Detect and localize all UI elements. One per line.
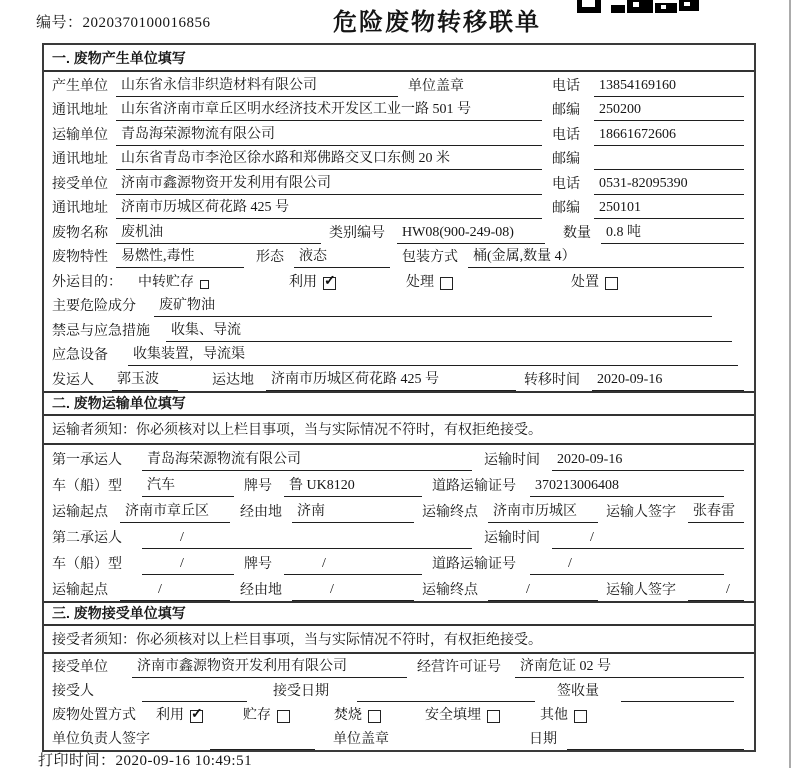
accept-person-label: 接受人 <box>52 683 94 699</box>
responsible-sign-label: 单位负责人签字 <box>52 731 150 747</box>
section2-notice: 运输者须知：你必须核对以上栏目事项，当与实际情况不符时，有权拒绝接受。 <box>44 416 754 445</box>
purpose-option-treat <box>406 272 453 293</box>
endpoint2-label: 运输终点 <box>422 582 478 598</box>
disposal-opt1-label: 利用 <box>156 707 184 723</box>
waste-name-value: 废机油 <box>116 222 321 244</box>
section2-rows <box>44 445 754 601</box>
print-time: 打印时间：2020-09-16 10:49:51 <box>38 753 253 768</box>
disposal-option-other <box>540 705 587 726</box>
checkbox-dispose-icon <box>605 277 618 290</box>
receipt-qty-label: 签收量 <box>557 683 599 699</box>
disposal-label: 废物处置方式 <box>52 707 136 723</box>
row-first-carrier <box>44 445 754 471</box>
row-producer-address <box>44 97 754 122</box>
receiver-zip-value: 250101 <box>594 197 744 219</box>
row-waste-name <box>44 219 754 244</box>
waste-qty-label: 数量 <box>563 225 591 241</box>
carrier-addr-group <box>52 148 552 170</box>
vehicle-type2-label: 车（船）型 <box>52 556 122 572</box>
receiver-zip-label: 邮编 <box>552 201 580 216</box>
row-waste-properties <box>44 244 754 269</box>
manifest-form-table <box>42 43 756 752</box>
first-carrier-label: 第一承运人 <box>52 452 122 468</box>
pack-method-label: 包装方式 <box>402 250 458 265</box>
row-route1 <box>44 497 754 523</box>
section1-rows <box>44 72 754 391</box>
road-permit2-value: / <box>530 553 724 575</box>
carrier-zip-label: 邮编 <box>552 152 580 167</box>
checkbox-disposal-utilize-icon <box>190 710 203 723</box>
endpoint1-label: 运输终点 <box>422 504 478 520</box>
disposal-option-storage <box>243 705 290 726</box>
vehicle-type1-value: 汽车 <box>142 475 234 497</box>
receiver-value: 济南市鑫源物资开发利用有限公司 <box>116 173 542 195</box>
unit-seal2-label: 单位盖章 <box>333 731 389 747</box>
row-transfer-purpose <box>44 268 754 293</box>
row-emergency-equipment <box>44 342 754 367</box>
row-receiver-unit <box>44 170 754 195</box>
hazard-label: 主要危险成分 <box>52 299 136 314</box>
cropped-stamp-graphic <box>577 0 707 13</box>
via2-value: / <box>292 579 414 601</box>
carrier-addr-value: 山东省青岛市李沧区徐水路和郑佛路交叉口东侧 20 米 <box>116 148 542 170</box>
via1-label: 经由地 <box>240 504 282 520</box>
transport-time2-value: / <box>552 527 744 549</box>
sign-date-label: 日期 <box>529 731 557 747</box>
endpoint1-value: 济南市历城区 <box>488 501 598 523</box>
plate2-value: / <box>284 553 422 575</box>
endpoint2-value: / <box>488 579 598 601</box>
carrier-value: 青岛海荣源物流有限公司 <box>116 124 542 146</box>
purpose-option-dispose <box>571 272 618 293</box>
purpose-opt4-label: 处置 <box>571 274 599 290</box>
transfer-time-value: 2020-09-16 <box>592 369 744 391</box>
receiver-addr-value: 济南市历城区荷花路 425 号 <box>116 197 542 219</box>
disposal-option-utilize <box>156 705 203 726</box>
purpose-option-utilize <box>289 272 336 293</box>
document-serial-number: 编号：2020370100016856 <box>36 15 211 31</box>
destination-value: 济南市历城区荷花路 425 号 <box>266 369 516 391</box>
origin1-label: 运输起点 <box>52 504 108 520</box>
plate1-value: 鲁 UK8120 <box>284 475 422 497</box>
row-disposal-method <box>44 702 754 726</box>
transfer-time-label: 转移时间 <box>524 372 580 388</box>
checkbox-disposal-other-icon <box>574 710 587 723</box>
receiver-group <box>52 173 552 195</box>
receipt-qty-value <box>621 701 734 702</box>
accept-unit-label: 接受单位 <box>52 659 108 675</box>
disposal-opt3-label: 焚烧 <box>334 707 362 723</box>
waste-code-value: HW08(900-249-08) <box>397 222 545 244</box>
producer-addr-group <box>52 99 552 121</box>
row-receiver-address <box>44 195 754 220</box>
section2-title: 二. 废物运输单位填写 <box>44 391 754 416</box>
section1-title: 一. 废物产生单位填写 <box>44 45 754 72</box>
disposal-option-landfill <box>425 705 500 726</box>
row-responsible-sign <box>44 726 754 750</box>
row-second-carrier <box>44 523 754 549</box>
sign-date-value <box>567 749 744 750</box>
receiver-tel-label: 电话 <box>552 176 580 192</box>
dispatcher-value: 郭玉波 <box>112 369 178 391</box>
purpose-label: 外运目的： <box>52 274 122 290</box>
transport-time2-label: 运输时间 <box>484 530 540 546</box>
checkbox-utilize-icon <box>323 277 336 290</box>
checkbox-treat-icon <box>440 277 453 290</box>
producer-left-group <box>52 75 552 97</box>
waste-props-value: 易燃性,毒性 <box>116 246 244 268</box>
receiver-addr-group <box>52 197 552 219</box>
producer-addr-value: 山东省济南市章丘区明水经济技术开发区工业一路 501 号 <box>116 99 542 121</box>
second-carrier-label: 第二承运人 <box>52 530 122 546</box>
taboo-value: 收集、导流 <box>166 320 732 342</box>
carrier-zip-value <box>594 169 744 170</box>
disposal-opt4-label: 安全填埋 <box>425 707 481 723</box>
equipment-label: 应急设备 <box>52 348 108 363</box>
page-edge-line <box>789 0 791 768</box>
section3-notice: 接受者须知：你必须核对以上栏目事项，当与实际情况不符时，有权拒绝接受。 <box>44 626 754 654</box>
road-permit1-label: 道路运输证号 <box>432 478 516 494</box>
row-carrier-address <box>44 146 754 171</box>
carrier-label: 运输单位 <box>52 127 108 143</box>
via2-label: 经由地 <box>240 582 282 598</box>
checkbox-disposal-incinerate-icon <box>368 710 381 723</box>
accept-unit-value: 济南市鑫源物资开发利用有限公司 <box>132 656 407 678</box>
origin1-value: 济南市章丘区 <box>120 501 230 523</box>
carrier-addr-label: 通讯地址 <box>52 152 108 167</box>
origin2-value: / <box>120 579 230 601</box>
accept-date-label: 接受日期 <box>273 683 329 699</box>
row-producer-unit <box>44 72 754 97</box>
section3-rows <box>44 654 754 750</box>
disposal-option-incinerate <box>334 705 381 726</box>
carrier-tel-value: 18661672606 <box>594 124 744 146</box>
producer-tel-label: 电话 <box>552 78 580 94</box>
transport-time1-label: 运输时间 <box>484 452 540 468</box>
checkbox-disposal-storage-icon <box>277 710 290 723</box>
carrier-tel-label: 电话 <box>552 127 580 143</box>
section3-title: 三. 废物接受单位填写 <box>44 601 754 626</box>
purpose-opt2-label: 利用 <box>289 274 317 290</box>
vehicle-type1-label: 车（船）型 <box>52 478 122 494</box>
disposal-opt5-label: 其他 <box>540 707 568 723</box>
road-permit1-value: 370213006408 <box>530 475 724 497</box>
row-main-hazard <box>44 293 754 318</box>
destination-label: 运达地 <box>212 372 254 388</box>
receiver-addr-label: 通讯地址 <box>52 201 108 216</box>
carrier-sign2-label: 运输人签字 <box>606 582 676 598</box>
dispatcher-label: 发运人 <box>52 372 94 388</box>
road-permit2-label: 道路运输证号 <box>432 556 516 572</box>
waste-form-label: 形态 <box>256 250 284 265</box>
stamp-fragment-icon <box>577 0 707 13</box>
purpose-option-transfer-storage <box>138 272 209 293</box>
waste-form-value: 液态 <box>294 246 390 268</box>
producer-label: 产生单位 <box>52 78 108 94</box>
carrier-sign1-value: 张春雷 <box>688 501 744 523</box>
row-vehicle2 <box>44 549 754 575</box>
producer-zip-value: 250200 <box>594 99 744 121</box>
license-value: 济南危证 02 号 <box>515 656 744 678</box>
vehicle-type2-value: / <box>142 553 234 575</box>
row-carrier-unit <box>44 121 754 146</box>
disposal-opt2-label: 贮存 <box>243 707 271 723</box>
producer-tel-value: 13854169160 <box>594 75 744 97</box>
row-vehicle1 <box>44 471 754 497</box>
row-accept-unit <box>44 654 754 678</box>
first-carrier-value: 青岛海荣源物流有限公司 <box>142 449 472 471</box>
transport-time1-value: 2020-09-16 <box>552 449 744 471</box>
checkbox-transfer-storage-icon <box>200 280 209 289</box>
row-dispatch <box>44 366 754 391</box>
plate2-label: 牌号 <box>244 556 272 572</box>
carrier-group <box>52 124 552 146</box>
accept-date-value <box>357 701 535 702</box>
checkbox-disposal-landfill-icon <box>487 710 500 723</box>
carrier-sign2-value: / <box>688 579 744 601</box>
plate1-label: 牌号 <box>244 478 272 494</box>
waste-qty-value: 0.8 吨 <box>601 222 744 244</box>
row-accept-person <box>44 678 754 702</box>
receiver-tel-value: 0531-82095390 <box>594 173 744 195</box>
waste-code-label: 类别编号 <box>329 225 385 241</box>
accept-person-value <box>142 701 247 702</box>
origin2-label: 运输起点 <box>52 582 108 598</box>
producer-value: 山东省永信非织造材料有限公司 <box>116 75 398 97</box>
waste-props-label: 废物特性 <box>52 250 108 265</box>
equipment-value: 收集装置，导流渠 <box>128 344 738 366</box>
hazard-value: 废矿物油 <box>154 295 712 317</box>
pack-method-value: 桶(金属,数量 4） <box>468 246 744 268</box>
row-route2 <box>44 575 754 601</box>
license-label: 经营许可证号 <box>417 659 501 675</box>
taboo-label: 禁忌与应急措施 <box>52 323 150 339</box>
carrier-sign1-label: 运输人签字 <box>606 504 676 520</box>
second-carrier-value: / <box>142 527 472 549</box>
purpose-opt1-label: 中转贮存 <box>138 274 194 290</box>
producer-addr-label: 通讯地址 <box>52 103 108 118</box>
row-taboo-measures <box>44 317 754 342</box>
purpose-opt3-label: 处理 <box>406 274 434 290</box>
receiver-label: 接受单位 <box>52 176 108 192</box>
waste-name-label: 废物名称 <box>52 225 108 241</box>
unit-seal-label: 单位盖章 <box>408 78 464 94</box>
via1-value: 济南 <box>292 501 414 523</box>
page-title: 危险废物转移联单 <box>333 9 541 36</box>
producer-zip-label: 邮编 <box>552 103 580 118</box>
